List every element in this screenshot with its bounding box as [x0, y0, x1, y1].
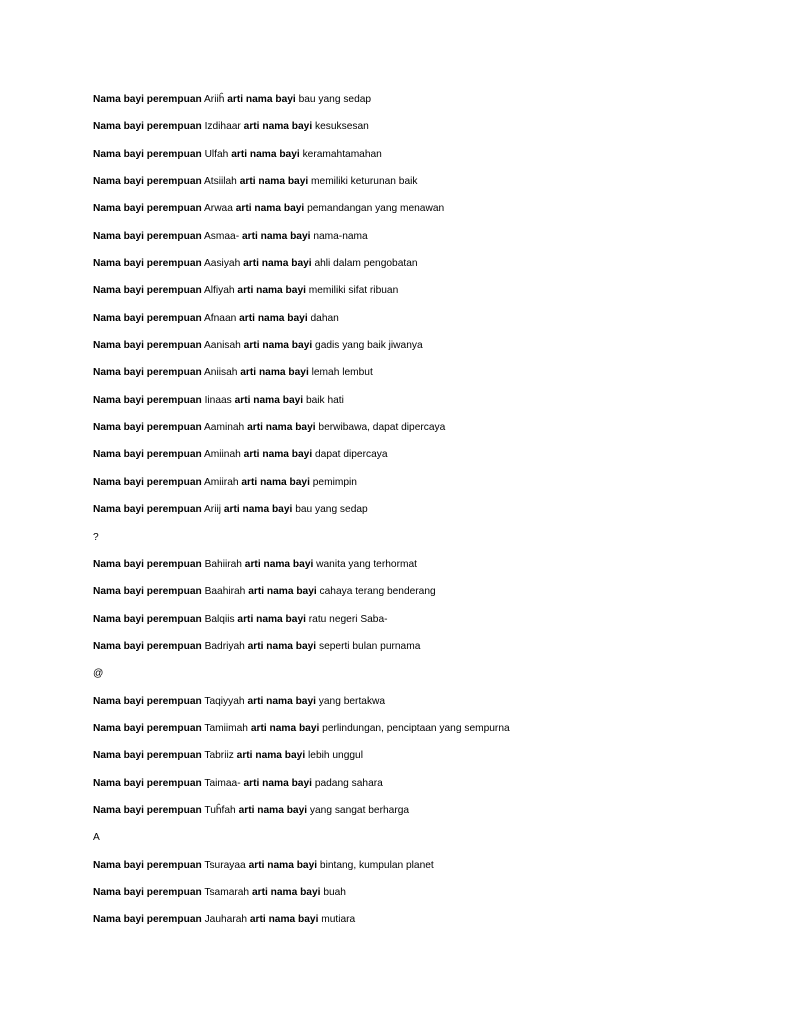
meaning-label: arti nama bayi — [243, 258, 312, 270]
name-meaning: berwibawa, dapat dipercaya — [318, 422, 446, 434]
name-meaning: mutiara — [321, 914, 356, 926]
name-meaning: gadis yang baik jiwanya — [315, 340, 423, 352]
baby-name: Arwaa — [204, 203, 233, 215]
entry-label: Nama bayi perempuan — [93, 558, 202, 570]
name-entry — [93, 640, 753, 667]
name-meaning: bintang, kumpulan planet — [319, 859, 434, 871]
baby-name: Bahiirah — [204, 558, 242, 570]
entry-label: Nama bayi perempuan — [93, 504, 202, 516]
meaning-label: arti nama bayi — [241, 230, 311, 242]
name-entry — [93, 585, 753, 612]
document-body — [93, 93, 753, 941]
entry-label: Nama bayi perempuan — [93, 176, 202, 188]
name-meaning: buah — [323, 886, 346, 898]
name-meaning: ahli dalam pengobatan — [314, 258, 418, 270]
entry-label: Nama bayi perempuan — [93, 886, 202, 898]
meaning-label: arti nama bayi — [250, 722, 320, 734]
baby-name: Tamiimah — [204, 722, 248, 734]
name-entry — [93, 257, 753, 284]
baby-name: Aasiyah — [204, 258, 241, 270]
entry-label: Nama bayi perempuan — [93, 394, 202, 406]
meaning-label: arti nama bayi — [248, 859, 318, 871]
name-meaning: keramahtamahan — [302, 148, 382, 160]
baby-name: Ulfah — [204, 148, 229, 160]
name-entry — [93, 695, 753, 722]
name-entry — [93, 230, 753, 257]
name-meaning: wanita yang terhormat — [316, 558, 417, 570]
meaning-label: arti nama bayi — [223, 504, 293, 516]
name-entry — [93, 749, 753, 776]
name-meaning: pemandangan yang menawan — [307, 203, 445, 215]
entry-label: Nama bayi perempuan — [93, 613, 202, 625]
baby-name: Afnaan — [204, 312, 237, 324]
meaning-label: arti nama bayi — [237, 285, 306, 297]
name-meaning: dapat dipercaya — [315, 449, 388, 461]
entry-label: Nama bayi perempuan — [93, 777, 202, 789]
meaning-label: arti nama bayi — [239, 312, 308, 324]
entry-label: Nama bayi perempuan — [93, 804, 202, 816]
baby-name: Amiirah — [204, 476, 239, 488]
name-entry — [93, 558, 753, 585]
section-letter: A — [93, 832, 100, 844]
baby-name: Iinaas — [204, 394, 232, 406]
name-entry — [93, 175, 753, 202]
entry-label: Nama bayi perempuan — [93, 422, 202, 434]
entry-label: Nama bayi perempuan — [93, 586, 202, 598]
meaning-label: arti nama bayi — [243, 777, 312, 789]
meaning-label: arti nama bayi — [234, 394, 304, 406]
meaning-label: arti nama bayi — [243, 449, 313, 461]
name-meaning: perlindungan, penciptaan yang sempurna — [322, 722, 510, 734]
name-entry — [93, 777, 753, 804]
baby-name: Atsiilah — [204, 176, 237, 188]
entry-label: Nama bayi perempuan — [93, 285, 202, 297]
baby-name: Baahirah — [204, 586, 246, 598]
meaning-label: arti nama bayi — [247, 640, 317, 652]
entry-label: Nama bayi perempuan — [93, 203, 202, 215]
name-meaning: bau yang sedap — [295, 504, 368, 516]
name-entry — [93, 394, 753, 421]
baby-name: Ariij — [204, 504, 221, 516]
entry-label: Nama bayi perempuan — [93, 312, 202, 324]
name-meaning: lebih unggul — [308, 750, 363, 762]
name-entry — [93, 339, 753, 366]
name-entry — [93, 613, 753, 640]
name-entry — [93, 886, 753, 913]
baby-name: Badriyah — [204, 640, 245, 652]
baby-name: Tuĥfah — [204, 804, 236, 816]
section-letter: ? — [93, 531, 99, 543]
meaning-label: arti nama bayi — [231, 148, 300, 160]
entry-label: Nama bayi perempuan — [93, 258, 202, 270]
meaning-label: arti nama bayi — [227, 94, 296, 105]
entry-label: Nama bayi perempuan — [93, 750, 202, 762]
name-meaning: yang sangat berharga — [309, 804, 410, 816]
name-entry — [93, 421, 753, 448]
baby-name: Izdihaar — [204, 121, 241, 133]
meaning-label: arti nama bayi — [240, 367, 309, 379]
meaning-label: arti nama bayi — [241, 476, 310, 488]
entry-label: Nama bayi perempuan — [93, 914, 202, 926]
name-meaning: nama-nama — [313, 230, 368, 242]
name-entry — [93, 804, 753, 831]
baby-name: Amiinah — [204, 449, 241, 461]
name-meaning: memiliki keturunan baik — [311, 176, 418, 188]
baby-name: Taqiyyah — [204, 695, 245, 707]
name-entry — [93, 503, 753, 530]
meaning-label: arti nama bayi — [251, 886, 321, 898]
entry-label: Nama bayi perempuan — [93, 859, 202, 871]
baby-name: Tabriiz — [204, 750, 234, 762]
baby-name: Tsurayaa — [204, 859, 246, 871]
name-meaning: pemimpin — [312, 476, 357, 488]
meaning-label: arti nama bayi — [249, 914, 319, 926]
name-meaning: yang bertakwa — [318, 695, 386, 707]
meaning-label: arti nama bayi — [247, 695, 316, 707]
entry-label: Nama bayi perempuan — [93, 340, 202, 352]
name-entry — [93, 366, 753, 393]
baby-name: Aniisah — [204, 367, 238, 379]
name-entry — [93, 913, 753, 940]
name-meaning: memiliki sifat ribuan — [308, 285, 399, 297]
name-meaning: ratu negeri Saba- — [308, 613, 388, 625]
name-entry — [93, 312, 753, 339]
name-meaning: seperti bulan purnama — [318, 640, 421, 652]
meaning-label: arti nama bayi — [244, 558, 314, 570]
name-meaning: lemah lembut — [311, 367, 373, 379]
meaning-label: arti nama bayi — [243, 121, 313, 133]
baby-name: Alfiyah — [204, 285, 235, 297]
baby-name: Taimaa- — [204, 777, 241, 789]
baby-name: Aanisah — [204, 340, 241, 352]
baby-name: Tsamarah — [204, 886, 250, 898]
meaning-label: arti nama bayi — [243, 340, 313, 352]
entry-label: Nama bayi perempuan — [93, 94, 202, 105]
baby-name: Jauharah — [204, 914, 248, 926]
name-meaning: cahaya terang benderang — [319, 586, 436, 598]
name-entry — [93, 448, 753, 475]
entry-label: Nama bayi perempuan — [93, 640, 202, 652]
meaning-label: arti nama bayi — [247, 422, 316, 434]
name-entry — [93, 202, 753, 229]
section-letter: @ — [93, 668, 104, 680]
meaning-label: arti nama bayi — [238, 804, 308, 816]
meaning-label: arti nama bayi — [239, 176, 309, 188]
baby-name: Ariiĥ — [204, 94, 225, 105]
baby-name: Balqiis — [204, 613, 235, 625]
name-entry — [93, 284, 753, 311]
entry-label: Nama bayi perempuan — [93, 449, 202, 461]
entry-label: Nama bayi perempuan — [93, 695, 202, 707]
name-meaning: kesuksesan — [315, 121, 369, 133]
name-meaning: baik hati — [305, 394, 344, 406]
name-entry — [93, 93, 753, 120]
entry-label: Nama bayi perempuan — [93, 722, 202, 734]
name-entry — [93, 120, 753, 147]
meaning-label: arti nama bayi — [235, 203, 305, 215]
entry-label: Nama bayi perempuan — [93, 230, 202, 242]
entry-label: Nama bayi perempuan — [93, 148, 202, 160]
name-entry — [93, 476, 753, 503]
entry-label: Nama bayi perempuan — [93, 476, 202, 488]
meaning-label: arti nama bayi — [236, 750, 306, 762]
meaning-label: arti nama bayi — [248, 586, 317, 598]
name-entry — [93, 148, 753, 175]
baby-name: Aaminah — [204, 422, 245, 434]
name-entry — [93, 722, 753, 749]
entry-label: Nama bayi perempuan — [93, 367, 202, 379]
baby-name: Asmaa- — [204, 230, 240, 242]
entry-label: Nama bayi perempuan — [93, 121, 202, 133]
name-entry — [93, 859, 753, 886]
name-meaning: padang sahara — [314, 777, 383, 789]
name-meaning: dahan — [310, 312, 339, 324]
name-meaning: bau yang sedap — [298, 94, 372, 105]
meaning-label: arti nama bayi — [237, 613, 306, 625]
